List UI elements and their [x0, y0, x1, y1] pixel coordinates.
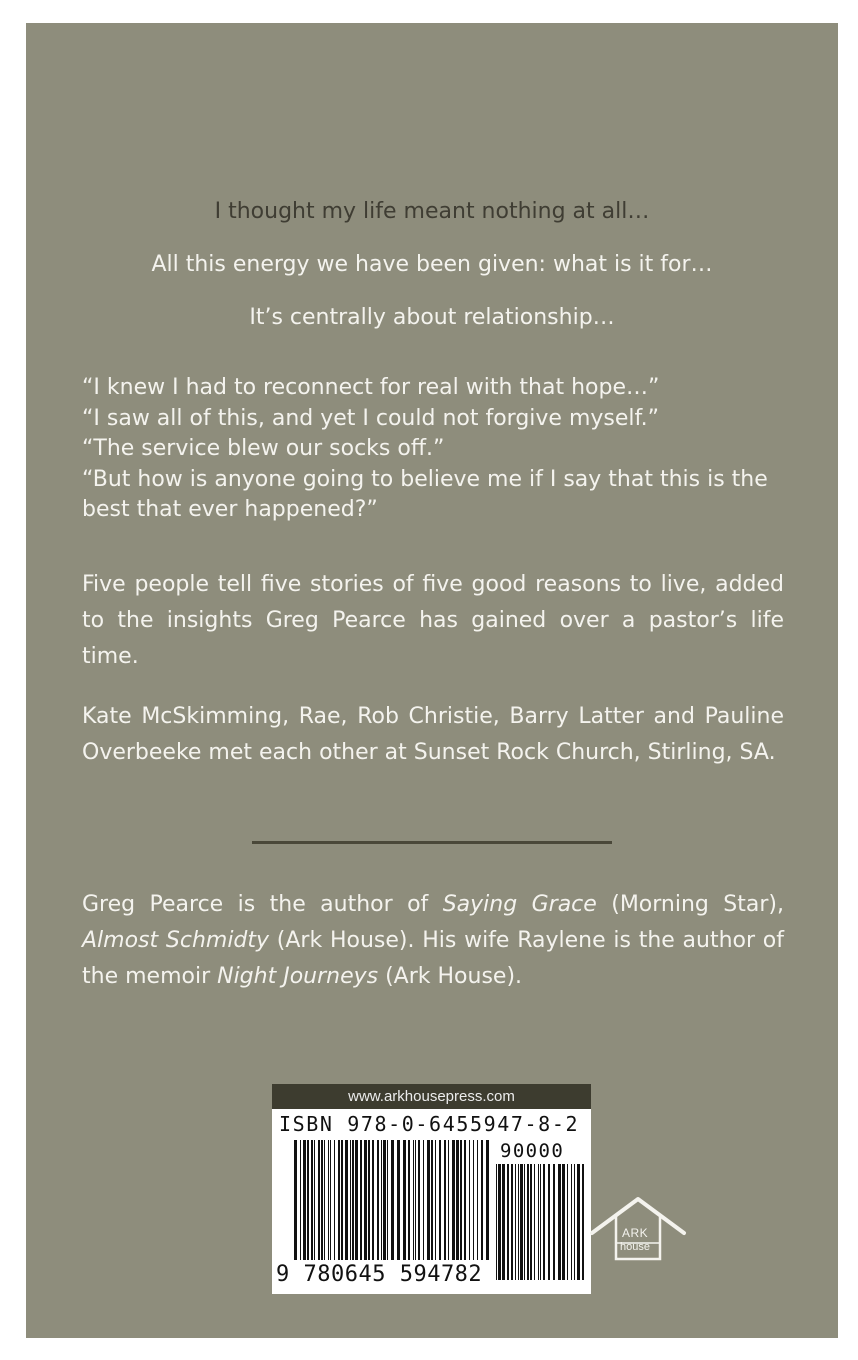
barcode-bar [456, 1140, 459, 1260]
barcode-bar [477, 1140, 478, 1260]
barcode-bar [300, 1140, 301, 1260]
logo-text-house: house [620, 1241, 650, 1253]
barcode-bar [368, 1140, 370, 1260]
barcode-bar [562, 1164, 565, 1280]
barcode-bar [418, 1140, 420, 1260]
barcode-bar [364, 1140, 367, 1260]
barcode-bar [321, 1140, 323, 1260]
publisher-url: www.arkhousepress.com [272, 1084, 591, 1109]
bio-text-1: Greg Pearce is the author of [82, 892, 443, 917]
barcode-bar [530, 1164, 532, 1280]
tagline-1: I thought my life meant nothing at all… [214, 199, 650, 224]
back-cover [26, 23, 838, 1338]
barcode-bar [534, 1164, 535, 1280]
barcode-bar [558, 1164, 561, 1280]
barcode-bar [574, 1164, 575, 1280]
barcode-bar [540, 1164, 541, 1280]
isbn-number: ISBN 978-0-6455947-8-2 [279, 1112, 580, 1136]
barcode-bar [387, 1140, 388, 1260]
barcode-bar [341, 1140, 343, 1260]
barcode-bar [498, 1164, 501, 1280]
price-code: 90000 [500, 1140, 565, 1162]
quote-2: “I saw all of this, and yet I could not forgive myself.” [82, 405, 660, 431]
barcode-bar [527, 1164, 529, 1280]
barcode-bar [372, 1140, 374, 1260]
barcode-bar [502, 1164, 505, 1280]
author-bio [82, 887, 784, 995]
barcode-bar [577, 1164, 580, 1280]
barcode-bar [444, 1140, 446, 1260]
barcode-bar [473, 1140, 474, 1260]
barcode-bar [439, 1140, 441, 1260]
barcode-bar [496, 1164, 497, 1280]
barcode-bar [469, 1140, 470, 1260]
barcode-bar [452, 1140, 455, 1260]
barcode-bar [435, 1140, 436, 1260]
barcode-bar [330, 1140, 331, 1260]
tagline-3: It’s centrally about relationship… [249, 305, 615, 330]
barcode-bar [403, 1140, 406, 1260]
book-title-night-journeys: Night Journeys [217, 964, 379, 989]
barcode-bar [352, 1140, 354, 1260]
barcode-bar [338, 1140, 340, 1260]
barcode-bar [397, 1140, 400, 1260]
barcode-bar [311, 1140, 313, 1260]
barcode-bar [314, 1140, 315, 1260]
bio-text-2: (Morning Star), [596, 892, 785, 917]
contributors-paragraph: Kate McSkimming, Rae, Rob Christie, Barry Latter and Pauline Overbeeke met each other at Sunset Rock Church, Stirling, SA. [82, 704, 784, 765]
barcode-bar [460, 1140, 462, 1260]
barcode-bar [520, 1164, 523, 1280]
barcode-bar [582, 1164, 584, 1280]
barcode-bar [518, 1164, 519, 1280]
barcode-bar [448, 1140, 449, 1260]
quote-3: “The service blew our socks off.” [82, 436, 445, 461]
barcode-bar [538, 1164, 539, 1280]
summary-paragraph: Five people tell five stories of five good reasons to live, added to the insights Greg Pearce has gained over a pastor’s life time. [82, 572, 784, 669]
barcode-bar [553, 1164, 555, 1280]
barcode-bar [350, 1140, 351, 1260]
quote-list [82, 373, 782, 526]
barcode-bar [328, 1140, 329, 1260]
barcode-bar [511, 1164, 513, 1280]
barcode-bar [524, 1164, 525, 1280]
barcode-bar [507, 1164, 509, 1280]
bio-text-3: (Ark House). His wife Raylene is the author of the memoir [82, 928, 784, 989]
quote-1: “I knew I had to reconnect for real with that hope…” [82, 375, 660, 400]
tagline-2: All this energy we have been given: what is it for… [151, 252, 713, 277]
barcode-main [294, 1140, 490, 1260]
quote-4: “But how is anyone going to believe me if I say that this is the best that ever happened?” [82, 466, 768, 522]
barcode-bar [481, 1140, 483, 1260]
barcode-bar [294, 1140, 297, 1260]
barcode-bar [377, 1140, 379, 1260]
barcode-bar [571, 1164, 572, 1280]
barcode-bar [515, 1164, 516, 1280]
barcode-bar [415, 1140, 416, 1260]
barcode-bar [543, 1164, 545, 1280]
barcode-panel [272, 1084, 591, 1294]
barcode-bar [548, 1164, 550, 1280]
barcode-bar [324, 1140, 325, 1260]
bio-text-4: (Ark House). [378, 964, 523, 989]
barcode-bar [567, 1164, 568, 1280]
barcode-bar [413, 1140, 414, 1260]
barcode-bar [431, 1140, 433, 1260]
barcode-bar [307, 1140, 309, 1260]
book-title-almost-schmidty: Almost Schmidty [82, 928, 270, 953]
book-title-saying-grace: Saying Grace [442, 892, 597, 917]
barcode-bar [383, 1140, 386, 1260]
logo-text-ark: ARK [622, 1226, 649, 1240]
barcode-bar [391, 1140, 394, 1260]
barcode-digits: 9 780645 594782 [276, 1262, 483, 1287]
barcode-bar [381, 1140, 382, 1260]
barcode-bar [303, 1140, 306, 1260]
barcode-bar [318, 1140, 320, 1260]
barcode-addon [496, 1164, 584, 1280]
barcode-bar [360, 1140, 362, 1260]
barcode-bar [486, 1140, 489, 1260]
section-divider [252, 841, 612, 844]
barcode-bar [355, 1140, 358, 1260]
barcode-bar [334, 1140, 335, 1260]
barcode-bar [423, 1140, 424, 1260]
barcode-bar [464, 1140, 466, 1260]
barcode-bar [427, 1140, 430, 1260]
barcode-bar [408, 1140, 410, 1260]
barcode-bar [345, 1140, 348, 1260]
